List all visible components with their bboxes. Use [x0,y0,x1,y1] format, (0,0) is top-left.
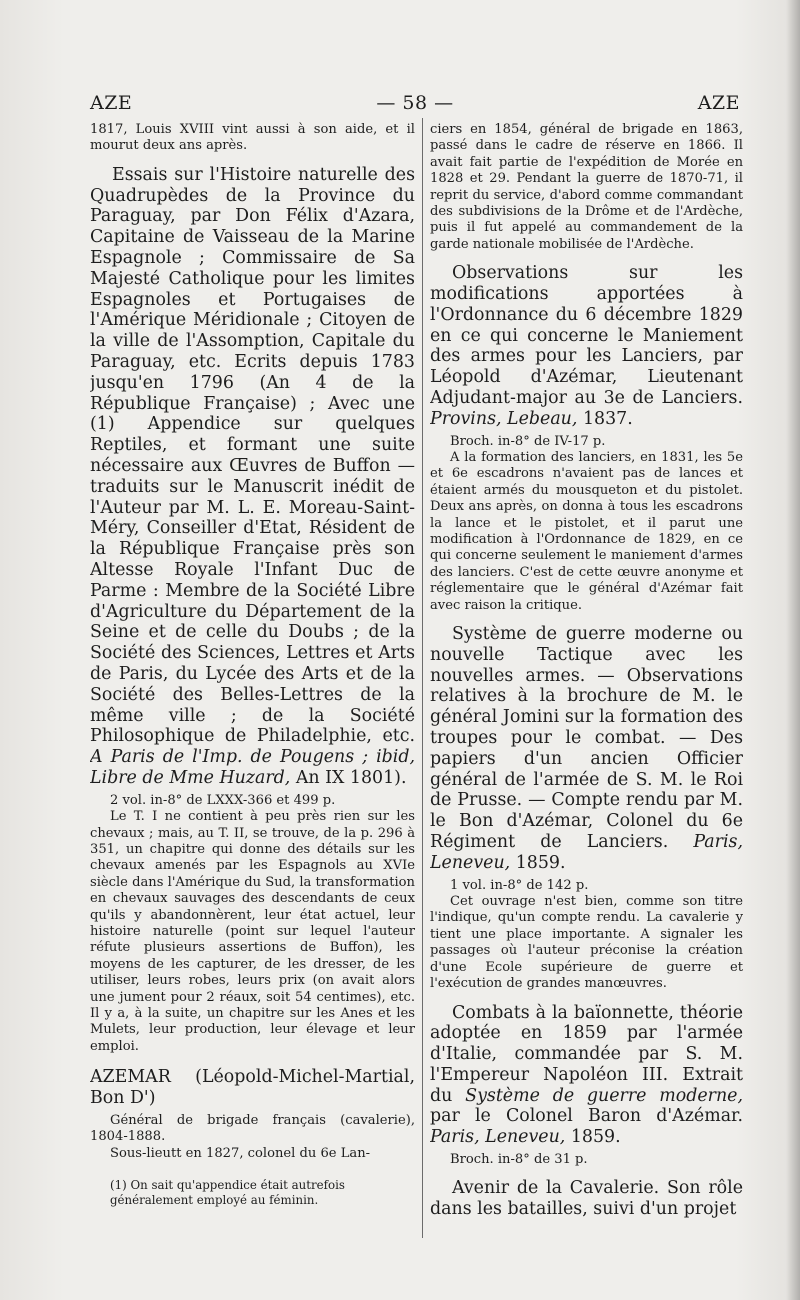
observations-entry-title [430,263,743,429]
azemar-heading: AZEMAR (Léopold-Michel-Martial, Bon D') [90,1067,415,1109]
combats-imprint: Paris, Leneveu, [430,1127,566,1148]
azemar-role: Général de brigade français (cavalerie), 1804-1888. [90,1112,415,1145]
footnote: (1) On sait qu'appendice était autrefois généralement employé au féminin. [110,1178,345,1208]
essais-date: An IX 1801). [295,767,407,788]
header-right: AZE [697,92,740,114]
systeme-imprint: Paris, Leneveu, [430,832,743,873]
combats-title-text: Combats à la baïonnette, théorie adoptée en 1859 par l'armée d'Italie, commandée par S. M. l'Empereur Napoléon III. Extrait du [430,1002,743,1106]
right-column [430,122,743,1240]
systeme-title-text: Système de guerre moderne ou nouvelle Tactique avec les nouvelles armes. — Observations relatives à la brochure de M. le général Jomini sur la formation des troupes pour le combat. — Des papiers d'un ancien Officier général de l'armée de S. M. le Roi de Prusse. — Compte rendu par M. le Bon d'Azémar, Colonel du 6e Régiment de Lanciers. [430,624,743,853]
essais-imprint: A Paris de l'Imp. de Pougens ; ibid, Libre de Mme Huzard, [90,747,415,788]
page-number: — 58 — [376,92,454,114]
combats-source: Système de guerre moderne, [465,1085,743,1106]
combats-format: Broch. in-8° de 31 p. [450,1152,588,1168]
observations-date: 1837. [582,408,633,429]
azemar-career: Sous-lieutt en 1827, colonel du 6e Lan- [110,1145,371,1161]
systeme-entry-title [430,624,743,874]
combats-entry-title [430,1003,743,1149]
observations-title-text: Observations sur les modifications apportées à l'Ordonnance du 6 décembre 1829 en ce qui concerne le Maniement des armes pour les Lanciers, par Léopold d'Azémar, Lieutenant Adjudant-major au 3e de Lanciers. [430,263,743,409]
combats-author: par le Colonel Baron d'Azémar. [430,1106,743,1127]
running-header [90,92,740,116]
systeme-note: Cet ouvrage n'est bien, comme son titre l'indique, qu'un compte rendu. La cavalerie y tient une place importante. A signaler les passages où l'auteur préconise la création d'une Ecole supérieure de guerre et l'exécution de grandes manœuvres. [430,894,743,992]
left-column [90,122,415,1240]
combats-date: 1859. [570,1127,621,1148]
essais-title-text: Essais sur l'Histoire naturelle des Quadrupèdes de la Province du Paraguay, par Don Félix d'Azara, Capitaine de Vaisseau de la Marine Espagnole ; Commissaire de Sa Majesté Catholique pour les limites Espagnoles et Portugaises de l'Amérique Méridionale ; Citoyen de la ville de l'Assomption, Capitale du Paraguay, etc. Ecrits depuis 1783 jusqu'en 1796 (An 4 de la République Française) ; Avec une (1) Appendice sur quelques Reptiles, et formant une suite nécessaire aux Œuvres de Buffon — traduits sur le Manuscrit inédit de l'Auteur par M. L. E. Moreau-Saint-Méry, Conseiller d'Etat, Résident de la République Française près son Altesse Royale l'Infant Duc de Parme : Membre de la Société Libre d'Agriculture du Département de la Seine et de celle du Doubs ; de la Société des Sciences, Lettres et Arts de Paris, du Lycée des Arts et de la Société des Belles-Lettres de la même ville ; de la Société Philosophique de Philadelphie, etc. [90,164,415,747]
systeme-date: 1859. [515,852,566,873]
essais-entry-title [90,165,415,789]
systeme-format: 1 vol. in-8° de 142 p. [450,877,589,893]
header-left: AZE [90,92,133,114]
azemar-career-continued: ciers en 1854, général de brigade en 1863, passé dans le cadre de réserve en 1866. Il avait fait partie de l'expédition de Morée en 1828 et 29. Pendant la guerre de 1870-71, il reprit du service, d'abord comme commandant des subdivisions de la Drôme et de l'Ardèche, puis il fut appelé au commandement de la garde nationale mobilisée de l'Ardèche. [430,122,743,252]
avenir-entry-title: Avenir de la Cavalerie. Son rôle dans les batailles, suivi d'un projet [430,1178,743,1220]
essais-format: 2 vol. in-8° de LXXX-366 et 499 p. [110,792,336,808]
column-divider [422,118,423,1238]
observations-format: Broch. in-8° de IV-17 p. [450,433,606,449]
essais-note: Le T. I ne contient à peu près rien sur les chevaux ; mais, au T. II, se trouve, de la p. 296 à 351, un chapitre qui donne des détails sur les chevaux amenés par les Espagnols au XVIe siècle dans l'Amérique du Sud, la transformation en chevaux sauvages des descendants de ceux qu'ils y abandonnèrent, leur état actuel, leur histoire naturelle (point sur lequel l'auteur réfute plusieurs assertions de Buffon), les moyens de les capturer, de les dresser, de les utiliser, leurs robes, leurs prix (on avait alors une jument pour 2 réaux, soit 54 centimes), etc. Il y a, à la suite, un chapitre sur les Anes et les Mulets, leur production, leur élevage et leur emploi. [90,809,415,1054]
page-edge-shadow [786,0,800,1300]
continued-entry: 1817, Louis XVIII vint aussi à son aide, et il mourut deux ans après. [90,122,415,154]
observations-note: A la formation des lanciers, en 1831, les 5e et 6e escadrons n'avaient pas de lances et étaient armés du mousqueton et du pistolet. Deux ans après, on donna à tous les escadrons la lance et le pistolet, et il parut une modification à l'Ordonnance de 1829, en ce qui concerne seulement le maniement d'armes des lanciers. C'est de cette œuvre anonyme et réglementaire que le général d'Azémar fait avec raison la critique. [430,450,743,613]
observations-imprint: Provins, Lebeau, [430,408,578,429]
